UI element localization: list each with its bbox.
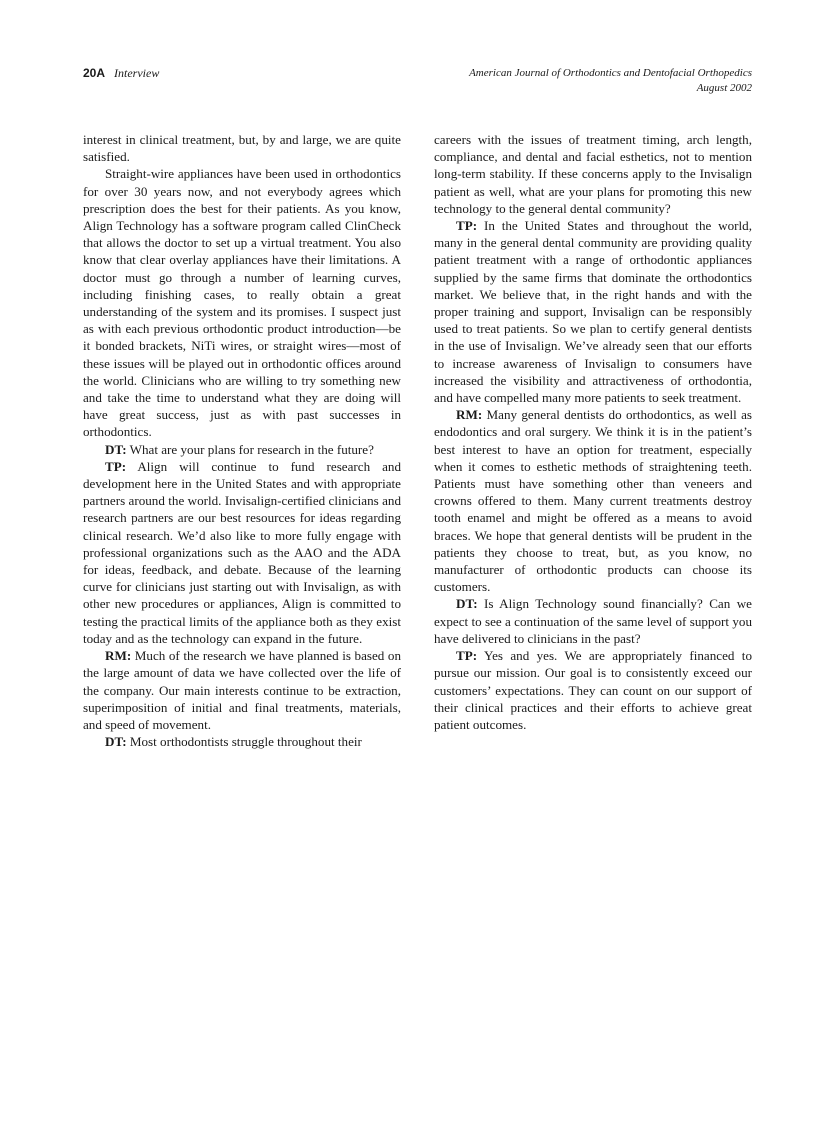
header-right — [469, 66, 752, 96]
paragraph-text: Align will continue to fund research and development here in the United States and with appropriate partners around the world. Invisalign-certified clinicians and research partners are our best resources for ideas regarding clinical research. We’d also like to more fully engage with professional organizations such as the AAO and the ADA for ideas, feedback, and debate. Because of the learning curve for clinicians just starting out with Invisalign, as with other new procedures or appliances, Align is committed to testing the practical limits of the appliance both as they exist today and as the technology can expand in the future. — [83, 458, 401, 646]
paragraph — [83, 458, 401, 647]
speaker-label: DT: — [456, 596, 478, 612]
paragraph — [434, 406, 752, 595]
speaker-label: DT: — [105, 734, 127, 750]
paragraph-text: Many general dentists do orthodontics, as well as endodontics and oral surgery. We think it is in the patient’s best interest to have an option for treatment, especially when it comes to esthetic methods of straightening teeth. Patients must have something other than veneers and crowns offered to them. Many current treatments destroy tooth enamel and might be offered as a means to avoid braces. We hope that general dentists will be prudent in the patients they choose to treat, but, as you know, no manufacturer of orthodontic products can choose its customers. — [434, 407, 752, 595]
paragraph-text: What are your plans for research in the future? — [126, 441, 374, 457]
paragraph-text: Much of the research we have planned is based on the large amount of data we have collected over the life of the company. Our main interests continue to be extraction, superimposition of initial and final treatments, materials, and speed of movement. — [83, 648, 401, 732]
paragraph-text: Most orthodontists struggle throughout their — [126, 734, 362, 750]
paragraph-text: In the United States and throughout the world, many in the general dental community are providing quality patient treatment with a range of orthodontic appliances supplied by the same firms that dominate the orthodontics market. We believe that, in the right hands and with the proper training and support, Invisalign can be responsibly used to treat patients. So we plan to certify general dentists in the use of Invisalign. We’ve already seen that our efforts to increase awareness of Invisalign to consumers have increased the visibility and attractiveness of orthodontia, and have compelled many more patients to seek treatment. — [434, 218, 752, 406]
paragraph-text: Straight-wire appliances have been used in orthodontics for over 30 years now, and not everybody agrees which prescription does the best for their patients. As you know, Align Technology has a software program called ClinCheck that allows the doctor to set up a virtual treatment. You also know that clear overlay appliances have their limitations. A doctor must go through a number of learning curves, including finishing cases, to really obtain a great understanding of the system and its promises. I suspect just as with each previous orthodontic product introduction—be it bonded brackets, NiTi wires, or straight wires—most of these issues will be played out in orthodontic offices around the world. Clinicians who are willing to try something new and take the time to understand what they are doing will have great success, just as with past successes in orthodontics. — [83, 166, 401, 440]
section-title: Interview — [114, 66, 160, 80]
speaker-label: RM: — [105, 648, 132, 664]
speaker-label: TP: — [456, 648, 478, 664]
paragraph-text: Yes and yes. We are appropriately financed to pursue our mission. Our goal is to consistently exceed our customers’ expectations. They can count on our support of their clinical practices and their efforts to achieve great patient outcomes. — [434, 648, 752, 732]
speaker-label: RM: — [456, 407, 483, 423]
paragraph-text: interest in clinical treatment, but, by and large, we are quite satisfied. — [83, 132, 401, 165]
paragraph — [83, 131, 401, 165]
journal-title: American Journal of Orthodontics and Dentofacial Orthopedics — [469, 67, 752, 79]
paragraph — [83, 647, 401, 733]
header-left — [83, 66, 159, 81]
paragraph-text: Is Align Technology sound financially? Can we expect to see a continuation of the same level of support you have delivered to clinicians in the past? — [434, 596, 752, 646]
issue-date: August 2002 — [696, 82, 752, 94]
paragraph — [83, 165, 401, 440]
paragraph — [434, 131, 752, 217]
paragraph — [434, 647, 752, 733]
left-column — [83, 131, 401, 750]
speaker-label: DT: — [105, 441, 127, 457]
running-header — [83, 66, 752, 100]
paragraph — [434, 595, 752, 647]
paragraph-text: careers with the issues of treatment timing, arch length, compliance, and dental and facial esthetics, not to mention long-term stability. If these concerns apply to the Invisalign patient as well, what are your plans for promoting this new technology to the general dental community? — [434, 132, 752, 216]
paragraph — [83, 441, 401, 458]
page-number: 20A — [83, 66, 106, 80]
speaker-label: TP: — [105, 458, 127, 474]
paragraph — [434, 217, 752, 406]
speaker-label: TP: — [456, 218, 478, 234]
right-column — [434, 131, 752, 733]
paragraph — [83, 733, 401, 750]
